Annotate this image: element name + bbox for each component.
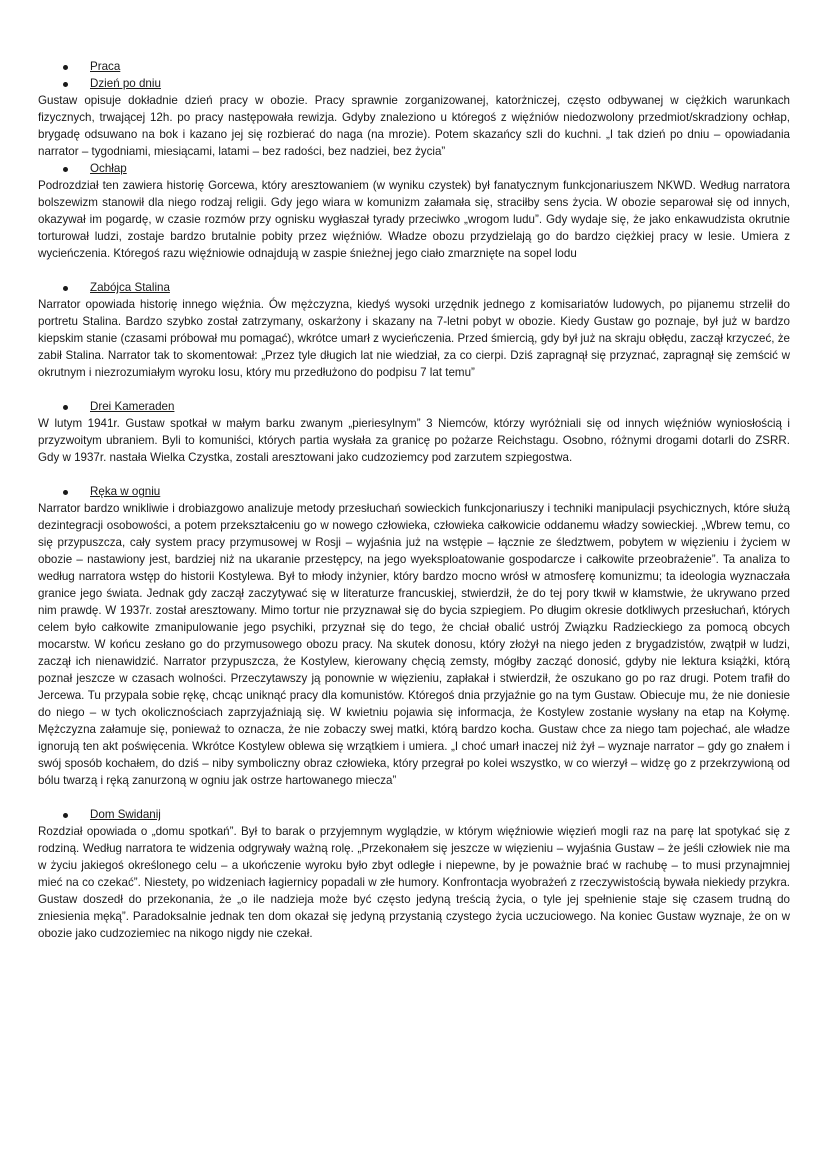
- section-heading: Praca: [90, 60, 121, 73]
- bullet-item-zabojca-stalina: [38, 279, 790, 296]
- section-paragraph: Podrozdział ten zawiera historię Gorcewa, który aresztowaniem (w wyniku czystek) był fanatycznym funkcjonariuszem NKWD. Według narratora bolszewizm stanowił dla niego rodzaj religii. Gdy jego wiara w komunizm załamała się, straciłby sens życia. W obozie separował się od innych, okazywał im pogardę, w czasie rozmów przy ognisku wygłaszał tyrady przeciwko „wrogom ludu”. Gdy wydaje się, że jako enkawudzista okrutnie torturował ludzi, zostaje bardzo brutalnie pobity przez więźniów. Władze obozu przydzielają go do bardzo ciężkiej pracy w lesie. Umiera z wycieńczenia. Któregoś razu więźniowie odnajdują w zaspie śnieżnej jego ciało zmarznięte na sopel lodu: [38, 179, 790, 260]
- section-heading: Zabójca Stalina: [90, 281, 170, 294]
- section-heading: Ochłap: [90, 162, 127, 175]
- bullet-dot-icon: [63, 82, 68, 87]
- spacer: [38, 262, 790, 279]
- section-heading: Dzień po dniu: [90, 77, 161, 90]
- bullet-item-dzien-po-dniu: [38, 75, 790, 92]
- section-paragraph: Rozdział opowiada o „domu spotkań”. Był to barak o przyjemnym wyglądzie, w którym więźniowie więzień mogli raz na parę lat spotykać się z rodziną. Według narratora te widzenia odgrywały ważną rolę. „Przekonałem się jeszcze w więzieniu – wyjaśnia Gustaw – że jeśli człowiek nie ma w życiu jakiegoś określonego celu – a ukończenie wyroku było zbyt odległe i niepewne, by je poważnie brać w rachubę – to musi przynajmniej mieć na co czekać”. Niestety, po widzeniach łagiernicy popadali w złe humory. Konfrontacja wyobrażeń z rzeczywistością bywała niekiedy przykra. Gustaw doszedł do przekonania, że „o ile nadzieja może być często jedyną treścią życia, o tyle jej spełnienie staje się czasem trudną do zniesienia męką”. Paradoksalnie jednak ten dom okazał się jedyną przystanią czystego życia uczuciowego. Na koniec Gustaw wyznaje, że on w obozie jako cudzoziemiec na nikogo nigdy nie czekał.: [38, 825, 790, 940]
- bullet-item-drei-kameraden: [38, 398, 790, 415]
- section-paragraph: W lutym 1941r. Gustaw spotkał w małym barku zwanym „pieriesylnym” 3 Niemców, którzy wyróżniali się od innych więźniów wyniosłością i przyzwoitym ubraniem. Byli to komuniści, których partia wysłała za granicę po pożarze Reichstagu. Osobno, różnymi drogami dotarli do ZSRR. Gdy w 1937r. nastała Wielka Czystka, zostali aresztowani jako cudzoziemcy pod zarzutem szpiegostwa.: [38, 417, 790, 464]
- bullet-item-reka-w-ogniu: [38, 483, 790, 500]
- bullet-dot-icon: [63, 65, 68, 70]
- section-paragraph: Narrator bardzo wnikliwie i drobiazgowo analizuje metody przesłuchań sowieckich funkcjonariuszy i techniki manipulacji psychicznych, które służą dezintegracji osobowości, a potem przekształceniu go w nowego człowieka, człowieka całkowicie oddanemu władzy sowieckiej. „Wbrew temu, co się przypuszcza, cały system pracy przymusowej w Rosji – wyjaśnia już na wstępie – łącznie ze śledztwem, pobytem w więzieniu i życiem w obozie – nastawiony jest, bardziej niż na ukaranie przestępcy, na jego wyeksploatowanie gospodarcze i całkowite przeobrażenie”. Ta analiza to według narratora wstęp do historii Kostylewa. Był to młody inżynier, który bardzo mocno wrósł w atmosferę komunizmu; ta ideologia wyznaczała granice jego świata. Jednak gdy zaczął zaczytywać się w literaturze francuskiej, stwierdził, że do tej pory tkwił w kłamstwie, że ukrywano przed nim prawdę. W 1937r. został aresztowany. Mimo tortur nie przyznawał się do bycia szpiegiem. Po długim okresie dotkliwych przesłuchań, których celem było całkowite zmanipulowanie jego psychiki, przyznał się do tego, że chciał obalić ustrój Związku Radzieckiego za pomocą obcych mocarstw. W końcu zesłano go do przymusowego obozu pracy. Na skutek donosu, który złożył na niego jeden z brygadzistów, zwątpił w ludzi, zaczął ich nienawidzić. Narrator przypuszcza, że Kostylew, kierowany chęcią zemsty, mógłby zacząć donosić, gdyby nie lektura książki, którą poznał jeszcze w czasach wolności. Przeczytawszy ją ponownie w więzieniu, zapłakał i stwierdził, że oszukano go po raz drugi. Potem trafił do Jercewa. Tu przypala sobie rękę, chcąc uniknąć pracy dla komunistów. Któregoś dnia przyjaźnie go na tym Gustaw. Obiecuje mu, że nie doniesie do niego – w tych okolicznościach zaprzyjaźniają się. W kwietniu pojawia się informacja, że Kostylew zostanie wysłany na etap na Kołymę. Mężczyzna załamuje się, ponieważ to oznacza, że nie zobaczy swej matki, którą bardzo kocha. Gustaw chce za niego tam pojechać, ale władze ignorują ten akt poświęcenia. Wkrótce Kostylew oblewa się wrzątkiem i umiera. „I choć umarł inaczej niż żył – wyznaje narrator – gdy go znałem i swój sposób kochałem, do dziś – niby symboliczny obraz człowieka, który przegrał po kolei wszystko, w co wierzył – widzę go z przekrzywioną od bólu twarzą i ręką zanurzoną w ogniu jak ostrze hartowanego miecza”: [38, 502, 790, 787]
- bullet-dot-icon: [63, 405, 68, 410]
- section-heading: Dom Swidanij: [90, 808, 161, 821]
- spacer: [38, 789, 790, 806]
- bullet-dot-icon: [63, 167, 68, 172]
- bullet-item-praca: [38, 58, 790, 75]
- spacer: [38, 381, 790, 398]
- bullet-dot-icon: [63, 286, 68, 291]
- spacer: [38, 466, 790, 483]
- bullet-dot-icon: [63, 490, 68, 495]
- section-heading: Ręka w ogniu: [90, 485, 161, 498]
- document-page: [38, 58, 790, 942]
- section-paragraph: Narrator opowiada historię innego więźnia. Ów mężczyzna, kiedyś wysoki urzędnik jednego z komisariatów ludowych, po pijanemu strzelił do portretu Stalina. Bardzo szybko został zatrzymany, oskarżony i skazany na 7-letni pobyt w obozie. Kiedy Gustaw go poznaje, był już w bardzo kiepskim stanie (czasami próbował mu pomagać), wkrótce umarł z wycieńczenia. Przed śmiercią, gdy był już na skraju obłędu, zaczął krzyczeć, że zabił Stalina. Narrator tak to skomentował: „Przez tyle długich lat nie wiedział, za co cierpi. Dziś zapragnął się przyznać, zapragnął się zemścić w okrutnym i niezrozumiałym wyroku losu, który mu przedłużono do podpisu 7 lat temu”: [38, 298, 790, 379]
- bullet-dot-icon: [63, 813, 68, 818]
- section-paragraph: Gustaw opisuje dokładnie dzień pracy w obozie. Pracy sprawnie zorganizowanej, katorżniczej, często odbywanej w ciężkich warunkach fizycznych, trwającej 12h. po pracy następowała rewizja. Gdyby znaleziono u któregoś z więźniów niedozwolony przedmiot/skradziony ochłap, brygadę odsuwano na bok i kazano jej się rozbierać do naga (na mrozie). Potem skazańcy szli do kuchni. „I tak dzień po dniu – opowiadania narrator – tygodniami, miesiącami, latami – bez radości, bez nadziei, bez życia”: [38, 94, 790, 158]
- section-heading: Drei Kameraden: [90, 400, 175, 413]
- bullet-item-ochlap: [38, 160, 790, 177]
- bullet-item-dom-swidanij: [38, 806, 790, 823]
